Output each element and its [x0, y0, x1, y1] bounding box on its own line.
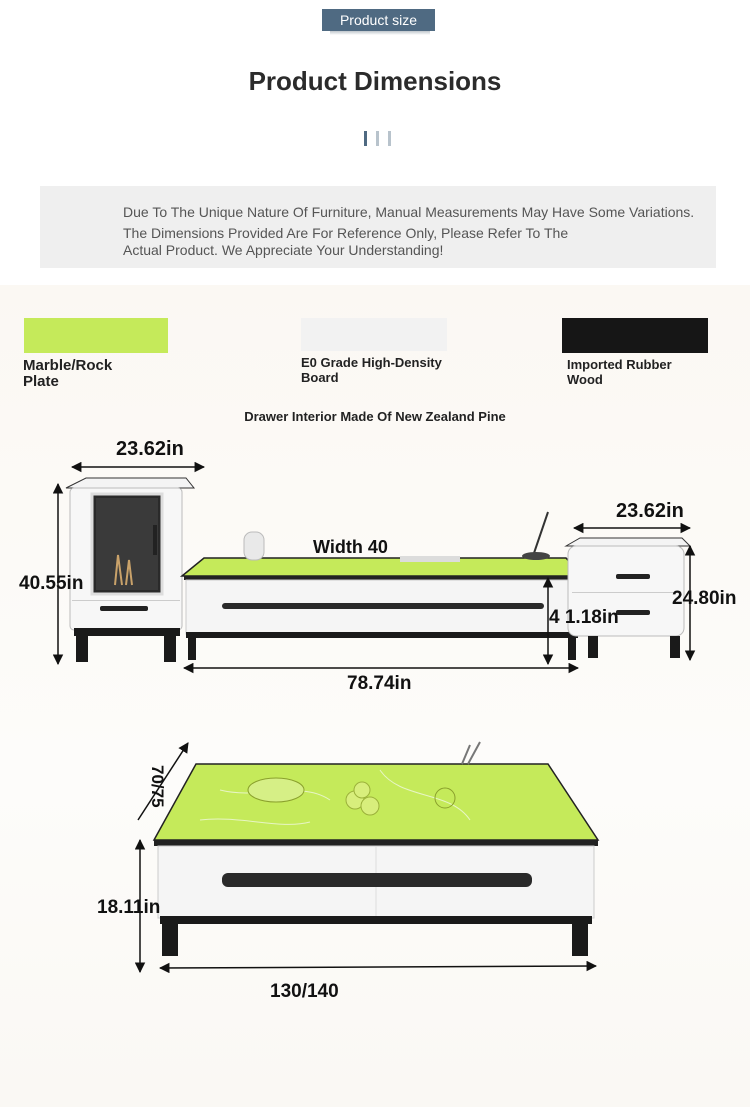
notice-line-3: Actual Product. We Appreciate Your Understanding! — [123, 242, 444, 258]
material-label-rubber-wood: Imported Rubber Wood — [567, 357, 672, 387]
coffee-table-depth-label: 70/75 — [148, 765, 167, 808]
left-display-cabinet — [66, 478, 194, 662]
material-label-marble: Marble/Rock Plate — [23, 357, 113, 390]
material-label-board: E0 Grade High-Density Board — [301, 355, 442, 385]
notice-line-2: The Dimensions Provided Are For Reference Only, Please Refer To The — [123, 225, 569, 241]
left-cabinet-height-label: 40.55in — [19, 573, 84, 594]
tv-stand — [182, 512, 582, 660]
side-cabinet-height-label: 24.80in — [672, 588, 737, 609]
notice-line-1: Due To The Unique Nature Of Furniture, Manual Measurements May Have Some Variations. — [123, 204, 695, 220]
coffee-table-length-label: 130/140 — [270, 981, 339, 1002]
tv-stand-width-label: Width 40 — [313, 537, 388, 557]
side-cabinet-width-label: 23.62in — [616, 500, 684, 522]
pine-interior-note: Drawer Interior Made Of New Zealand Pine — [244, 409, 506, 424]
left-cabinet-width-label: 23.62in — [116, 438, 184, 460]
tv-stand-length-label: 78.74in — [347, 673, 412, 694]
coffee-table — [154, 742, 598, 956]
product-size-badge: Product size — [322, 9, 435, 31]
coffee-table-height-label: 18.11in — [97, 897, 161, 918]
tv-stand-height-label: 4 1.18in — [549, 607, 619, 628]
page-title: Product Dimensions — [248, 66, 502, 96]
